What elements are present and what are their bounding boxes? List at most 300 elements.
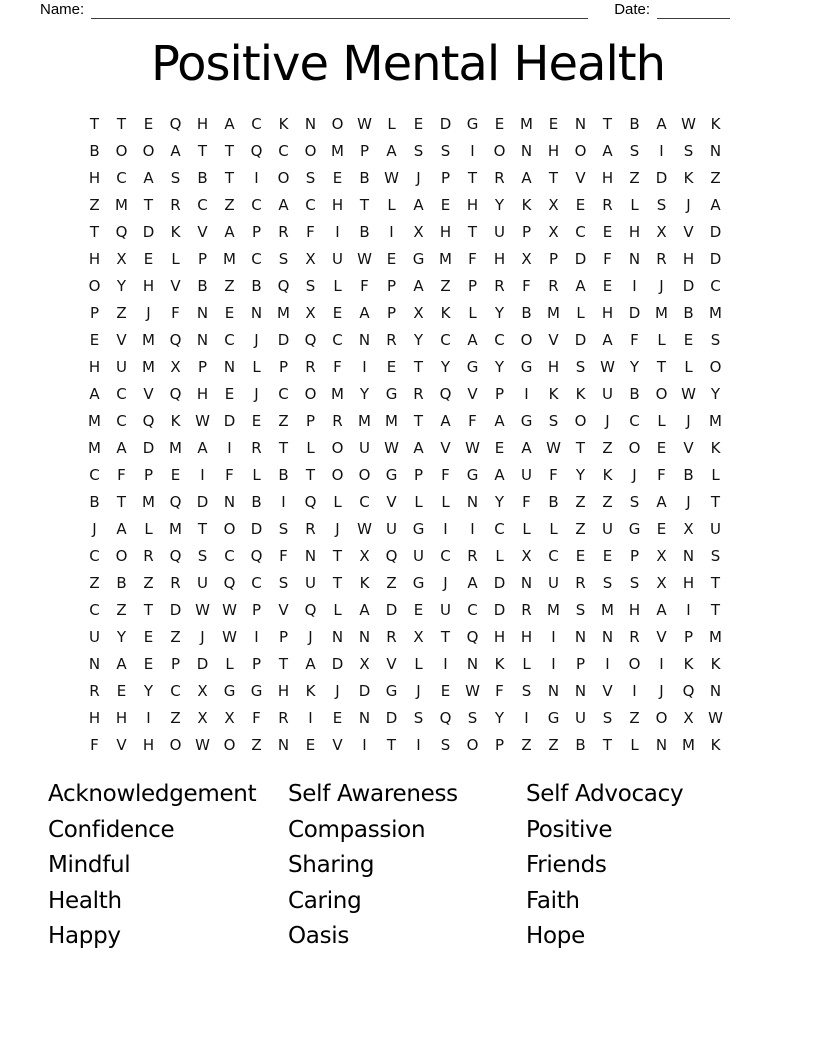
grid-letter: Z xyxy=(575,520,586,538)
grid-letter: K xyxy=(278,115,289,133)
grid-letter: M xyxy=(655,304,668,322)
grid-letter: H xyxy=(142,736,155,754)
grid-letter: Q xyxy=(250,142,263,160)
grid-letter: C xyxy=(575,223,586,241)
grid-letter: Y xyxy=(494,493,505,511)
grid-letter: T xyxy=(602,115,613,133)
grid-letter: T xyxy=(359,196,370,214)
grid-letter: I xyxy=(551,655,556,673)
grid-letter: C xyxy=(89,601,100,619)
grid-letter: Z xyxy=(629,709,640,727)
grid-letter: W xyxy=(357,115,372,133)
grid-letter: I xyxy=(632,277,637,295)
grid-letter: E xyxy=(143,115,154,133)
grid-letter: U xyxy=(332,250,343,268)
word-list-item: Mindful xyxy=(48,852,131,879)
grid-letter: C xyxy=(548,547,559,565)
grid-letter: I xyxy=(254,628,259,646)
grid-letter: R xyxy=(494,277,505,295)
grid-letter: E xyxy=(602,547,613,565)
grid-letter: T xyxy=(467,223,478,241)
grid-letter: B xyxy=(683,304,694,322)
grid-letter: X xyxy=(197,682,208,700)
grid-letter: K xyxy=(170,412,181,430)
grid-letter: V xyxy=(116,736,127,754)
grid-letter: Y xyxy=(629,358,640,376)
grid-letter: T xyxy=(278,655,289,673)
grid-letter: P xyxy=(548,250,559,268)
grid-letter: L xyxy=(144,520,153,538)
word-search-grid xyxy=(81,111,729,759)
grid-letter: W xyxy=(600,358,615,376)
grid-letter: O xyxy=(88,277,101,295)
grid-letter: Z xyxy=(440,277,451,295)
grid-letter: Q xyxy=(385,547,398,565)
grid-letter: B xyxy=(629,385,640,403)
grid-letter: N xyxy=(331,628,344,646)
grid-letter: R xyxy=(251,439,262,457)
grid-letter: S xyxy=(710,547,721,565)
grid-letter: Z xyxy=(89,574,100,592)
grid-letter: I xyxy=(362,736,367,754)
grid-letter: F xyxy=(90,736,99,754)
grid-letter: W xyxy=(681,115,696,133)
grid-letter: B xyxy=(251,277,262,295)
word-list-item: Self Awareness xyxy=(288,781,458,807)
grid-letter: P xyxy=(170,655,181,673)
grid-letter: X xyxy=(683,520,694,538)
grid-letter: S xyxy=(656,196,667,214)
grid-letter: Z xyxy=(251,736,262,754)
grid-letter: W xyxy=(195,736,210,754)
date-blank-line[interactable] xyxy=(657,3,730,19)
grid-letter: B xyxy=(575,736,586,754)
grid-letter: F xyxy=(441,466,450,484)
grid-letter: Z xyxy=(224,196,235,214)
grid-letter: H xyxy=(88,358,101,376)
word-list-item: Self Advocacy xyxy=(526,781,684,807)
grid-letter: Q xyxy=(277,277,290,295)
grid-letter: M xyxy=(709,412,722,430)
grid-letter: G xyxy=(223,682,236,700)
grid-letter: M xyxy=(142,358,155,376)
grid-letter: P xyxy=(575,655,586,673)
grid-letter: A xyxy=(278,196,289,214)
grid-letter: O xyxy=(223,520,236,538)
grid-letter: G xyxy=(466,115,479,133)
grid-letter: I xyxy=(200,466,205,484)
grid-letter: W xyxy=(681,385,696,403)
grid-letter: F xyxy=(468,412,477,430)
grid-letter: U xyxy=(413,547,424,565)
grid-letter: A xyxy=(494,412,505,430)
grid-letter: D xyxy=(331,655,344,673)
grid-letter: C xyxy=(305,196,316,214)
grid-letter: P xyxy=(251,655,262,673)
grid-letter: H xyxy=(331,196,344,214)
grid-letter: Q xyxy=(250,547,263,565)
grid-letter: Q xyxy=(466,628,479,646)
grid-letter: L xyxy=(333,601,342,619)
grid-letter: B xyxy=(521,304,532,322)
grid-letter: E xyxy=(332,709,343,727)
grid-letter: M xyxy=(169,439,182,457)
grid-letter: L xyxy=(549,520,558,538)
grid-letter: V xyxy=(116,331,127,349)
grid-letter: O xyxy=(520,331,533,349)
grid-letter: B xyxy=(89,142,100,160)
grid-letter: F xyxy=(522,493,531,511)
grid-letter: S xyxy=(278,574,289,592)
grid-letter: C xyxy=(224,331,235,349)
grid-letter: E xyxy=(332,304,343,322)
grid-letter: E xyxy=(332,169,343,187)
grid-letter: K xyxy=(359,574,370,592)
grid-letter: Y xyxy=(575,466,586,484)
grid-letter: E xyxy=(143,628,154,646)
grid-letter: A xyxy=(440,412,451,430)
grid-letter: E xyxy=(494,115,505,133)
grid-letter: S xyxy=(683,142,694,160)
grid-letter: Q xyxy=(169,493,182,511)
grid-letter: N xyxy=(466,493,479,511)
grid-letter: Y xyxy=(710,385,721,403)
grid-letter: R xyxy=(629,628,640,646)
grid-letter: R xyxy=(89,682,100,700)
grid-letter: N xyxy=(88,655,101,673)
grid-letter: S xyxy=(413,142,424,160)
grid-letter: E xyxy=(602,277,613,295)
grid-letter: D xyxy=(385,601,398,619)
grid-letter: K xyxy=(521,196,532,214)
word-list-column xyxy=(526,777,786,955)
grid-letter: I xyxy=(524,385,529,403)
grid-letter: B xyxy=(359,169,370,187)
grid-letter: Z xyxy=(116,601,127,619)
grid-letter: D xyxy=(358,682,371,700)
grid-letter: H xyxy=(628,223,641,241)
grid-letter: X xyxy=(413,628,424,646)
word-list-item: Happy xyxy=(48,923,121,950)
grid-letter: C xyxy=(629,412,640,430)
grid-letter: D xyxy=(682,277,695,295)
grid-letter: C xyxy=(359,493,370,511)
grid-letter: K xyxy=(602,466,613,484)
grid-letter: Q xyxy=(169,115,182,133)
grid-letter: O xyxy=(304,385,317,403)
grid-letter: T xyxy=(197,520,208,538)
grid-letter: P xyxy=(494,736,505,754)
grid-letter: Z xyxy=(548,736,559,754)
grid-letter: H xyxy=(601,304,614,322)
grid-letter: G xyxy=(385,682,398,700)
grid-letter: O xyxy=(331,115,344,133)
word-list-column xyxy=(288,777,526,955)
grid-letter: Z xyxy=(575,493,586,511)
grid-letter: M xyxy=(709,304,722,322)
grid-letter: T xyxy=(89,115,100,133)
grid-letter: D xyxy=(223,412,236,430)
grid-letter: O xyxy=(304,142,317,160)
grid-letter: I xyxy=(281,493,286,511)
grid-letter: S xyxy=(413,709,424,727)
grid-letter: O xyxy=(331,466,344,484)
grid-letter: E xyxy=(440,682,451,700)
grid-letter: D xyxy=(709,223,722,241)
grid-letter: B xyxy=(197,169,208,187)
grid-letter: D xyxy=(250,520,263,538)
grid-letter: S xyxy=(548,412,559,430)
grid-letter: H xyxy=(115,709,128,727)
grid-letter: Y xyxy=(440,358,451,376)
grid-letter: J xyxy=(254,385,259,403)
grid-letter: W xyxy=(222,601,237,619)
grid-letter: M xyxy=(520,115,533,133)
grid-letter: F xyxy=(171,304,180,322)
grid-letter: J xyxy=(659,682,664,700)
grid-letter: H xyxy=(547,142,560,160)
grid-letter: L xyxy=(225,655,234,673)
grid-letter: D xyxy=(169,601,182,619)
grid-letter: X xyxy=(359,547,370,565)
grid-letter: Q xyxy=(223,574,236,592)
grid-letter: I xyxy=(443,520,448,538)
page-title: Positive Mental Health xyxy=(150,36,666,92)
grid-letter: X xyxy=(521,547,532,565)
grid-letter: U xyxy=(305,574,316,592)
grid-letter: T xyxy=(332,574,343,592)
grid-letter: N xyxy=(682,547,695,565)
grid-letter: K xyxy=(440,304,451,322)
grid-letter: X xyxy=(116,250,127,268)
grid-letter: Z xyxy=(170,709,181,727)
grid-letter: G xyxy=(466,358,479,376)
grid-letter: P xyxy=(251,223,262,241)
grid-letter: I xyxy=(389,223,394,241)
grid-letter: P xyxy=(143,466,154,484)
grid-letter: C xyxy=(278,385,289,403)
grid-letter: P xyxy=(197,250,208,268)
grid-letter: J xyxy=(632,466,637,484)
grid-letter: X xyxy=(305,250,316,268)
grid-letter: V xyxy=(170,277,181,295)
grid-letter: D xyxy=(655,169,668,187)
grid-letter: Z xyxy=(224,277,235,295)
grid-letter: N xyxy=(358,709,371,727)
grid-letter: K xyxy=(683,169,694,187)
grid-letter: O xyxy=(223,736,236,754)
grid-letter: W xyxy=(546,439,561,457)
grid-letter: T xyxy=(143,196,154,214)
grid-letter: N xyxy=(520,142,533,160)
grid-letter: H xyxy=(628,601,641,619)
grid-letter: H xyxy=(439,223,452,241)
grid-letter: Z xyxy=(143,574,154,592)
grid-letter: H xyxy=(142,277,155,295)
grid-letter: Z xyxy=(170,628,181,646)
grid-letter: J xyxy=(686,196,691,214)
grid-letter: H xyxy=(682,574,695,592)
grid-letter: C xyxy=(116,385,127,403)
grid-letter: L xyxy=(468,304,477,322)
grid-letter: L xyxy=(711,466,720,484)
grid-letter: Y xyxy=(413,331,424,349)
grid-letter: L xyxy=(657,412,666,430)
grid-letter: A xyxy=(602,331,613,349)
grid-letter: A xyxy=(467,574,478,592)
grid-letter: E xyxy=(143,250,154,268)
grid-letter: T xyxy=(575,439,586,457)
grid-letter: A xyxy=(521,439,532,457)
grid-letter: K xyxy=(170,223,181,241)
grid-letter: G xyxy=(520,412,533,430)
grid-letter: W xyxy=(384,169,399,187)
word-list-item: Health xyxy=(48,887,122,914)
grid-letter: E xyxy=(656,439,667,457)
grid-letter: C xyxy=(710,277,721,295)
grid-letter: S xyxy=(602,574,613,592)
grid-letter: X xyxy=(305,304,316,322)
grid-letter: L xyxy=(252,358,261,376)
grid-letter: C xyxy=(89,466,100,484)
grid-letter: H xyxy=(520,628,533,646)
grid-letter: H xyxy=(493,628,506,646)
grid-letter: J xyxy=(335,682,340,700)
grid-letter: D xyxy=(574,331,587,349)
grid-letter: Y xyxy=(494,196,505,214)
grid-letter: K xyxy=(710,115,721,133)
grid-letter: S xyxy=(197,547,208,565)
grid-letter: L xyxy=(630,196,639,214)
grid-letter: P xyxy=(440,169,451,187)
grid-letter: U xyxy=(575,709,586,727)
grid-letter: S xyxy=(629,142,640,160)
grid-letter: K xyxy=(710,655,721,673)
grid-letter: N xyxy=(574,628,587,646)
grid-letter: H xyxy=(88,250,101,268)
grid-letter: P xyxy=(467,277,478,295)
grid-letter: I xyxy=(551,628,556,646)
grid-letter: S xyxy=(440,736,451,754)
grid-letter: E xyxy=(116,682,127,700)
grid-letter: T xyxy=(224,142,235,160)
grid-letter: S xyxy=(710,331,721,349)
grid-letter: Y xyxy=(494,358,505,376)
grid-letter: Q xyxy=(304,601,317,619)
grid-letter: F xyxy=(549,466,558,484)
grid-letter: N xyxy=(304,547,317,565)
word-list-item: Compassion xyxy=(288,816,426,843)
grid-letter: T xyxy=(440,628,451,646)
grid-letter: Q xyxy=(169,385,182,403)
grid-letter: K xyxy=(710,736,721,754)
grid-letter: Y xyxy=(494,304,505,322)
grid-letter: E xyxy=(575,547,586,565)
grid-letter: L xyxy=(630,736,639,754)
grid-letter: G xyxy=(250,682,263,700)
grid-letter: O xyxy=(466,736,479,754)
grid-letter: C xyxy=(251,196,262,214)
grid-letter: I xyxy=(659,142,664,160)
grid-letter: C xyxy=(278,142,289,160)
grid-letter: S xyxy=(467,709,478,727)
grid-letter: M xyxy=(601,601,614,619)
grid-letter: W xyxy=(195,412,210,430)
word-list-item: Sharing xyxy=(288,852,375,879)
grid-letter: P xyxy=(278,628,289,646)
word-list-item: Oasis xyxy=(288,923,350,950)
grid-letter: M xyxy=(223,250,236,268)
grid-letter: O xyxy=(655,709,668,727)
grid-letter: X xyxy=(656,574,667,592)
grid-letter: Q xyxy=(304,493,317,511)
grid-letter: I xyxy=(470,142,475,160)
grid-letter: N xyxy=(574,115,587,133)
grid-letter: T xyxy=(710,601,721,619)
grid-letter: M xyxy=(142,493,155,511)
grid-letter: O xyxy=(115,547,128,565)
grid-letter: F xyxy=(630,331,639,349)
grid-letter: V xyxy=(386,655,397,673)
grid-letter: E xyxy=(224,304,235,322)
grid-letter: A xyxy=(224,115,235,133)
grid-letter: U xyxy=(602,385,613,403)
grid-letter: F xyxy=(657,466,666,484)
grid-letter: S xyxy=(629,574,640,592)
grid-letter: X xyxy=(656,223,667,241)
grid-letter: N xyxy=(250,304,263,322)
grid-letter: N xyxy=(547,682,560,700)
grid-letter: S xyxy=(170,169,181,187)
grid-letter: T xyxy=(116,115,127,133)
name-blank-line[interactable] xyxy=(91,3,588,19)
grid-letter: E xyxy=(143,655,154,673)
grid-letter: V xyxy=(143,385,154,403)
grid-letter: A xyxy=(413,277,424,295)
grid-letter: O xyxy=(142,142,155,160)
grid-letter: V xyxy=(278,601,289,619)
grid-letter: R xyxy=(305,520,316,538)
grid-letter: U xyxy=(197,574,208,592)
grid-letter: B xyxy=(359,223,370,241)
grid-letter: E xyxy=(305,736,316,754)
grid-letter: P xyxy=(386,277,397,295)
grid-letter: A xyxy=(521,169,532,187)
grid-letter: U xyxy=(386,520,397,538)
grid-letter: E xyxy=(440,196,451,214)
grid-letter: M xyxy=(358,412,371,430)
grid-letter: M xyxy=(277,304,290,322)
grid-letter: J xyxy=(308,628,313,646)
grid-letter: C xyxy=(251,574,262,592)
grid-letter: D xyxy=(493,601,506,619)
grid-letter: M xyxy=(709,628,722,646)
grid-letter: A xyxy=(197,439,208,457)
grid-letter: J xyxy=(335,520,340,538)
grid-letter: L xyxy=(333,277,342,295)
grid-letter: G xyxy=(385,385,398,403)
grid-letter: E xyxy=(170,466,181,484)
grid-letter: T xyxy=(197,142,208,160)
grid-letter: P xyxy=(413,466,424,484)
grid-letter: C xyxy=(197,196,208,214)
grid-letter: A xyxy=(143,169,154,187)
grid-letter: H xyxy=(88,709,101,727)
grid-letter: A xyxy=(89,385,100,403)
grid-letter: S xyxy=(278,520,289,538)
grid-letter: W xyxy=(708,709,723,727)
grid-letter: E xyxy=(602,223,613,241)
